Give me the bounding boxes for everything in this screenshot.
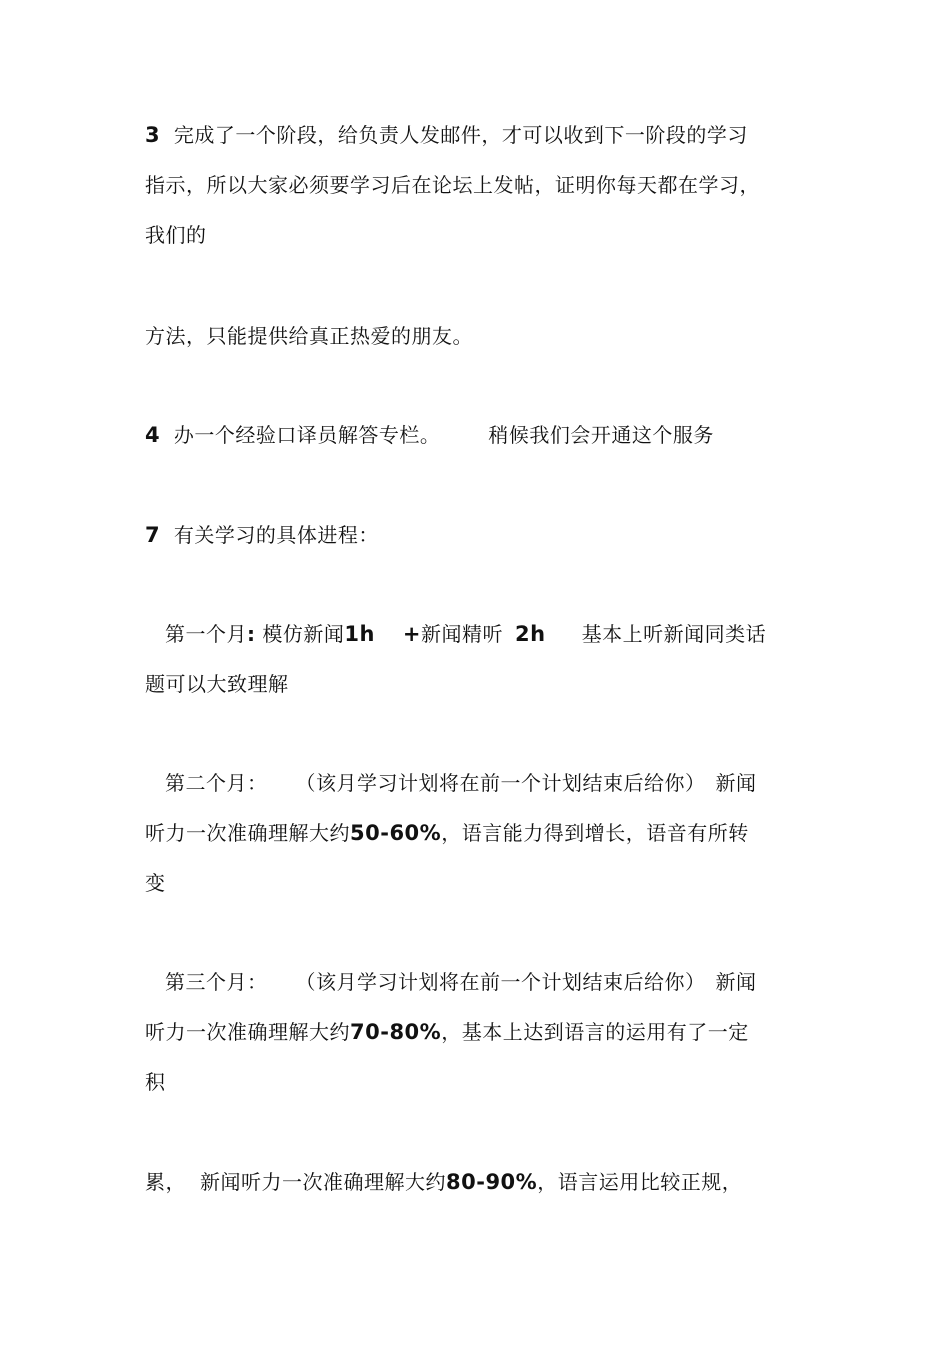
month-text: 累， — [145, 1170, 186, 1194]
month-text: 变 — [145, 871, 166, 895]
month-text: ，语言运用比较正规， — [537, 1170, 743, 1194]
month-text: 积 — [145, 1070, 166, 1094]
month-2-line-1 — [165, 769, 757, 797]
month-label: 第一个月 — [165, 622, 247, 646]
month-3-line-1 — [165, 968, 757, 996]
month-colon: : — [247, 622, 256, 646]
item-text: 完成了一个阶段，给负责人发邮件，才可以收到下一阶段的学习 — [173, 123, 748, 147]
month-percent: 80-90% — [446, 1170, 538, 1194]
item-text: 办一个经验口译员解答专栏。 — [173, 423, 441, 447]
item-number: 3 — [145, 123, 161, 147]
month-label: 第二个月： — [165, 771, 268, 795]
item-4-line — [145, 421, 714, 449]
month-text: 基本上听新闻同类话 — [581, 622, 767, 646]
month-text: 题可以大致理解 — [145, 672, 289, 696]
month-plus: + — [402, 622, 422, 646]
month-2-line-3 — [145, 869, 166, 897]
month-text: 新闻 — [715, 771, 757, 795]
month-1-line-2 — [145, 670, 289, 698]
month-text: 新闻听力一次准确理解大约 — [200, 1170, 446, 1194]
month-percent: 50-60% — [350, 821, 442, 845]
month-3-line-4 — [145, 1168, 742, 1196]
month-hours: 2h — [515, 622, 546, 646]
month-3-line-2 — [145, 1018, 749, 1046]
item-3-line-1 — [145, 121, 748, 149]
item-number: 7 — [145, 523, 161, 547]
month-3-line-3 — [145, 1068, 166, 1096]
item-text: 我们的 — [145, 223, 207, 247]
month-text: 听力一次准确理解大约 — [145, 1020, 350, 1044]
month-hours: 1h — [344, 622, 375, 646]
month-1-line-1 — [165, 620, 766, 648]
item-number: 4 — [145, 423, 161, 447]
item-note: 稍候我们会开通这个服务 — [488, 423, 714, 447]
item-text: 指示，所以大家必须要学习后在论坛上发帖，证明你每天都在学习， — [145, 173, 760, 197]
item-3-line-3 — [145, 221, 207, 249]
month-text: 新闻 — [715, 970, 757, 994]
month-label: 第三个月： — [165, 970, 268, 994]
month-percent: 70-80% — [350, 1020, 442, 1044]
month-2-line-2 — [145, 819, 749, 847]
item-text: 有关学习的具体进程： — [173, 523, 379, 547]
month-text: ，基本上达到语言的运用有了一定 — [441, 1020, 749, 1044]
month-text: 模仿新闻 — [262, 622, 345, 646]
item-text: 方法，只能提供给真正热爱的朋友。 — [145, 324, 473, 348]
month-text: 新闻精听 — [421, 622, 504, 646]
item-3-line-4 — [145, 322, 473, 350]
item-3-line-2 — [145, 171, 760, 199]
month-plan: （该月学习计划将在前一个计划结束后给你） — [295, 970, 706, 994]
month-text: ，语言能力得到增长，语音有所转 — [441, 821, 749, 845]
item-7-line — [145, 521, 379, 549]
month-text: 听力一次准确理解大约 — [145, 821, 350, 845]
month-plan: （该月学习计划将在前一个计划结束后给你） — [295, 771, 706, 795]
